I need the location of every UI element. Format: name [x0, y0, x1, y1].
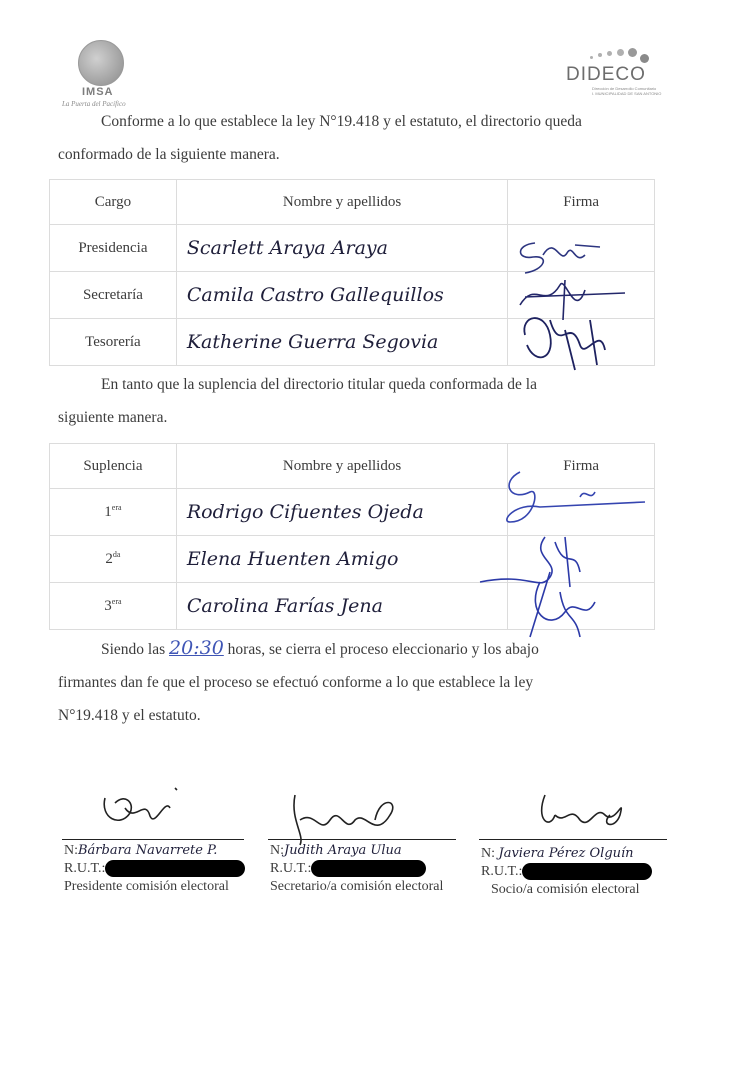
signatory-rut-row — [64, 860, 249, 878]
nombre-cell: Elena Huenten Amigo — [176, 536, 507, 583]
suplencia-cell — [50, 489, 177, 536]
signatory-role: Presidente comisión electoral — [64, 879, 229, 894]
signatory-role: Socio/a comisión electoral — [491, 882, 640, 897]
closing-text-part2: horas, se cierra el proceso eleccionario y los abajo — [227, 641, 539, 658]
closing-line-2: firmantes dan fe que el proceso se efectuó conforme a lo que establece la ley — [58, 674, 534, 691]
cargo-cell: Secretaría — [50, 272, 177, 319]
header-nombre: Nombre y apellidos — [176, 444, 507, 489]
intro-paragraph — [58, 105, 650, 171]
signature-suplente-1 — [507, 472, 645, 522]
cargo-cell: Presidencia — [50, 225, 177, 272]
suplencia-paragraph — [58, 368, 650, 434]
signature-presidente-comision — [95, 778, 195, 838]
imsa-logo-name: IMSA — [82, 86, 114, 98]
intro-line-2: conformado de la siguiente manera. — [58, 146, 280, 163]
signature-suplente-2 — [480, 537, 580, 587]
nombre-cell: Carolina Farías Jena — [176, 583, 507, 630]
closing-text-part1: Siendo las — [101, 641, 166, 658]
signatory-block-secretario — [270, 842, 460, 896]
signatory-name: Javiera Pérez Olguín — [498, 846, 634, 861]
suplencia-line-2: siguiente manera. — [58, 409, 168, 426]
signature-secretario-comision — [280, 790, 410, 850]
signature-socio-comision — [530, 785, 640, 840]
signatory-name-row — [481, 845, 676, 863]
n-label: N: — [64, 843, 78, 858]
header-firma: Firma — [508, 180, 655, 225]
dideco-logo-subtitle — [592, 86, 661, 96]
signature-tesoreria — [524, 318, 605, 370]
suplencia-ordinal: da — [112, 550, 121, 559]
closing-time: 20:30 — [169, 637, 224, 659]
signatory-block-socio — [481, 845, 676, 899]
signature-suplente-3 — [530, 572, 595, 637]
header-suplencia: Suplencia — [50, 444, 177, 489]
table-header-row — [50, 180, 655, 225]
imsa-emblem-icon — [78, 40, 124, 86]
suplencia-ordinal: era — [111, 597, 122, 606]
dideco-logo-name: DIDECO — [566, 64, 646, 85]
signatory-rut-row — [270, 860, 460, 878]
signature-line-2 — [268, 839, 456, 840]
directorio-signatures — [505, 225, 645, 375]
closing-line-3: N°19.418 y el estatuto. — [58, 707, 201, 724]
signatory-name: Bárbara Navarrete P. — [78, 843, 218, 858]
suplencia-number: 3 — [104, 598, 112, 614]
rut-label: R.U.T.: — [64, 861, 106, 876]
suplencia-number: 2 — [105, 551, 113, 567]
signatory-name: Judith Araya Ulua — [284, 843, 402, 858]
nombre-cell: Camila Castro Gallequillos — [176, 272, 507, 319]
header-cargo: Cargo — [50, 180, 177, 225]
suplencia-signatures — [470, 462, 650, 652]
dideco-sub-line1: Dirección de Desarrollo Comunitario — [592, 86, 657, 91]
imsa-logo — [58, 40, 138, 110]
closing-line-1 — [58, 632, 650, 666]
signatory-role: Secretario/a comisión electoral — [270, 879, 444, 894]
rut-label: R.U.T.: — [481, 864, 523, 879]
suplencia-ordinal: era — [111, 503, 122, 512]
header-nombre: Nombre y apellidos — [176, 180, 507, 225]
dideco-dots-icon — [590, 48, 650, 64]
header-firma: Firma — [508, 444, 655, 489]
signature-line-3 — [479, 839, 667, 840]
suplencia-cell — [50, 536, 177, 583]
signatory-name-row — [270, 842, 460, 860]
signature-secretaria — [520, 280, 625, 320]
nombre-cell: Scarlett Araya Araya — [176, 225, 507, 272]
signature-line-1 — [62, 839, 244, 840]
suplencia-number: 1 — [104, 504, 112, 520]
dideco-sub-line2: I. MUNICIPALIDAD DE SAN ANTONIO — [592, 91, 662, 96]
closing-paragraph — [58, 632, 650, 732]
n-label: N: — [270, 843, 284, 858]
signatory-block-presidente — [64, 842, 249, 896]
n-label: N: — [481, 846, 495, 861]
cargo-cell: Tesorería — [50, 319, 177, 366]
signatory-rut-row — [481, 863, 676, 881]
rut-redaction — [522, 863, 652, 880]
signature-presidencia — [521, 243, 601, 273]
imsa-logo-tagline: La Puerta del Pacífico — [62, 100, 126, 108]
suplencia-line-1: En tanto que la suplencia del directorio titular queda conformada de la — [101, 376, 537, 393]
rut-label: R.U.T.: — [270, 861, 312, 876]
rut-redaction — [311, 860, 426, 877]
dideco-logo — [562, 48, 662, 104]
intro-line-1: Conforme a lo que establece la ley N°19.418 y el estatuto, el directorio queda — [101, 113, 582, 130]
signatory-name-row — [64, 842, 249, 860]
rut-redaction — [105, 860, 245, 877]
nombre-cell: Rodrigo Cifuentes Ojeda — [176, 489, 507, 536]
nombre-cell: Katherine Guerra Segovia — [176, 319, 507, 366]
suplencia-cell — [50, 583, 177, 630]
